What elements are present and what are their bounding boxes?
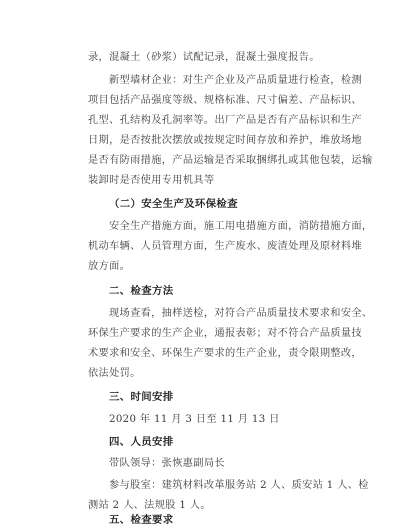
method-line-4: 依法处罚。 [88, 368, 141, 379]
wall-materials-line-3: 孔型、孔结构及孔洞率等。出厂产品是否有产品标识和生产 [88, 115, 362, 126]
wall-materials-line-1: 新型墙材企业：对生产企业及产品质量进行检查，检测 [109, 75, 362, 86]
schedule-dates: 2020 年 11 月 3 日至 11 月 13 日 [109, 414, 280, 425]
section-heading-method: 二、检查方法 [109, 285, 174, 297]
wall-materials-line-6: 装卸时是否使用专用机具等 [88, 175, 215, 186]
concrete-records-text: 录，混凝土（砂浆）试配记录，混凝土强度报告。 [88, 52, 320, 63]
section-heading-schedule: 三、时间安排 [109, 391, 174, 403]
participants-line-2: 测站 2 人、法规股 1 人。 [88, 500, 211, 511]
participants-line-1: 参与股室：建筑材料改革服务站 2 人、质安站 1 人、检 [109, 480, 369, 491]
method-line-3: 术要求和安全、环保生产要求的生产企业，责令限期整改， [88, 348, 362, 359]
wall-materials-line-4: 日期，是否按批次摆放或按规定时间存放和养护，堆放场地 [88, 135, 362, 146]
safety-line-3: 放方面。 [88, 261, 131, 272]
section-heading-requirements: 五、检查要求 [109, 514, 174, 526]
method-line-2: 环保生产要求的生产企业，通报表彰；对不符合产品质量技 [88, 328, 362, 339]
section-heading-personnel: 四、人员安排 [109, 436, 174, 448]
wall-materials-line-2: 项目包括产品强度等级、规格标准、尺寸偏差、产品标识、 [88, 95, 362, 106]
safety-line-1: 安全生产措施方面，施工用电措施方面，消防措施方面， [109, 221, 373, 232]
team-leader-text: 带队领导：张恢惠副局长 [109, 458, 225, 469]
section-heading-safety: （二）安全生产及环保检查 [109, 198, 238, 210]
wall-materials-line-5: 是否有防雨措施，产品运输是否采取捆绑扎或其他包装，运输 [88, 155, 373, 166]
safety-line-2: 机动车辆、人员管理方面，生产废水、废渣处理及原材料堆 [88, 241, 362, 252]
method-line-1: 现场查看，抽样送检，对符合产品质量技术要求和安全、 [109, 308, 373, 319]
